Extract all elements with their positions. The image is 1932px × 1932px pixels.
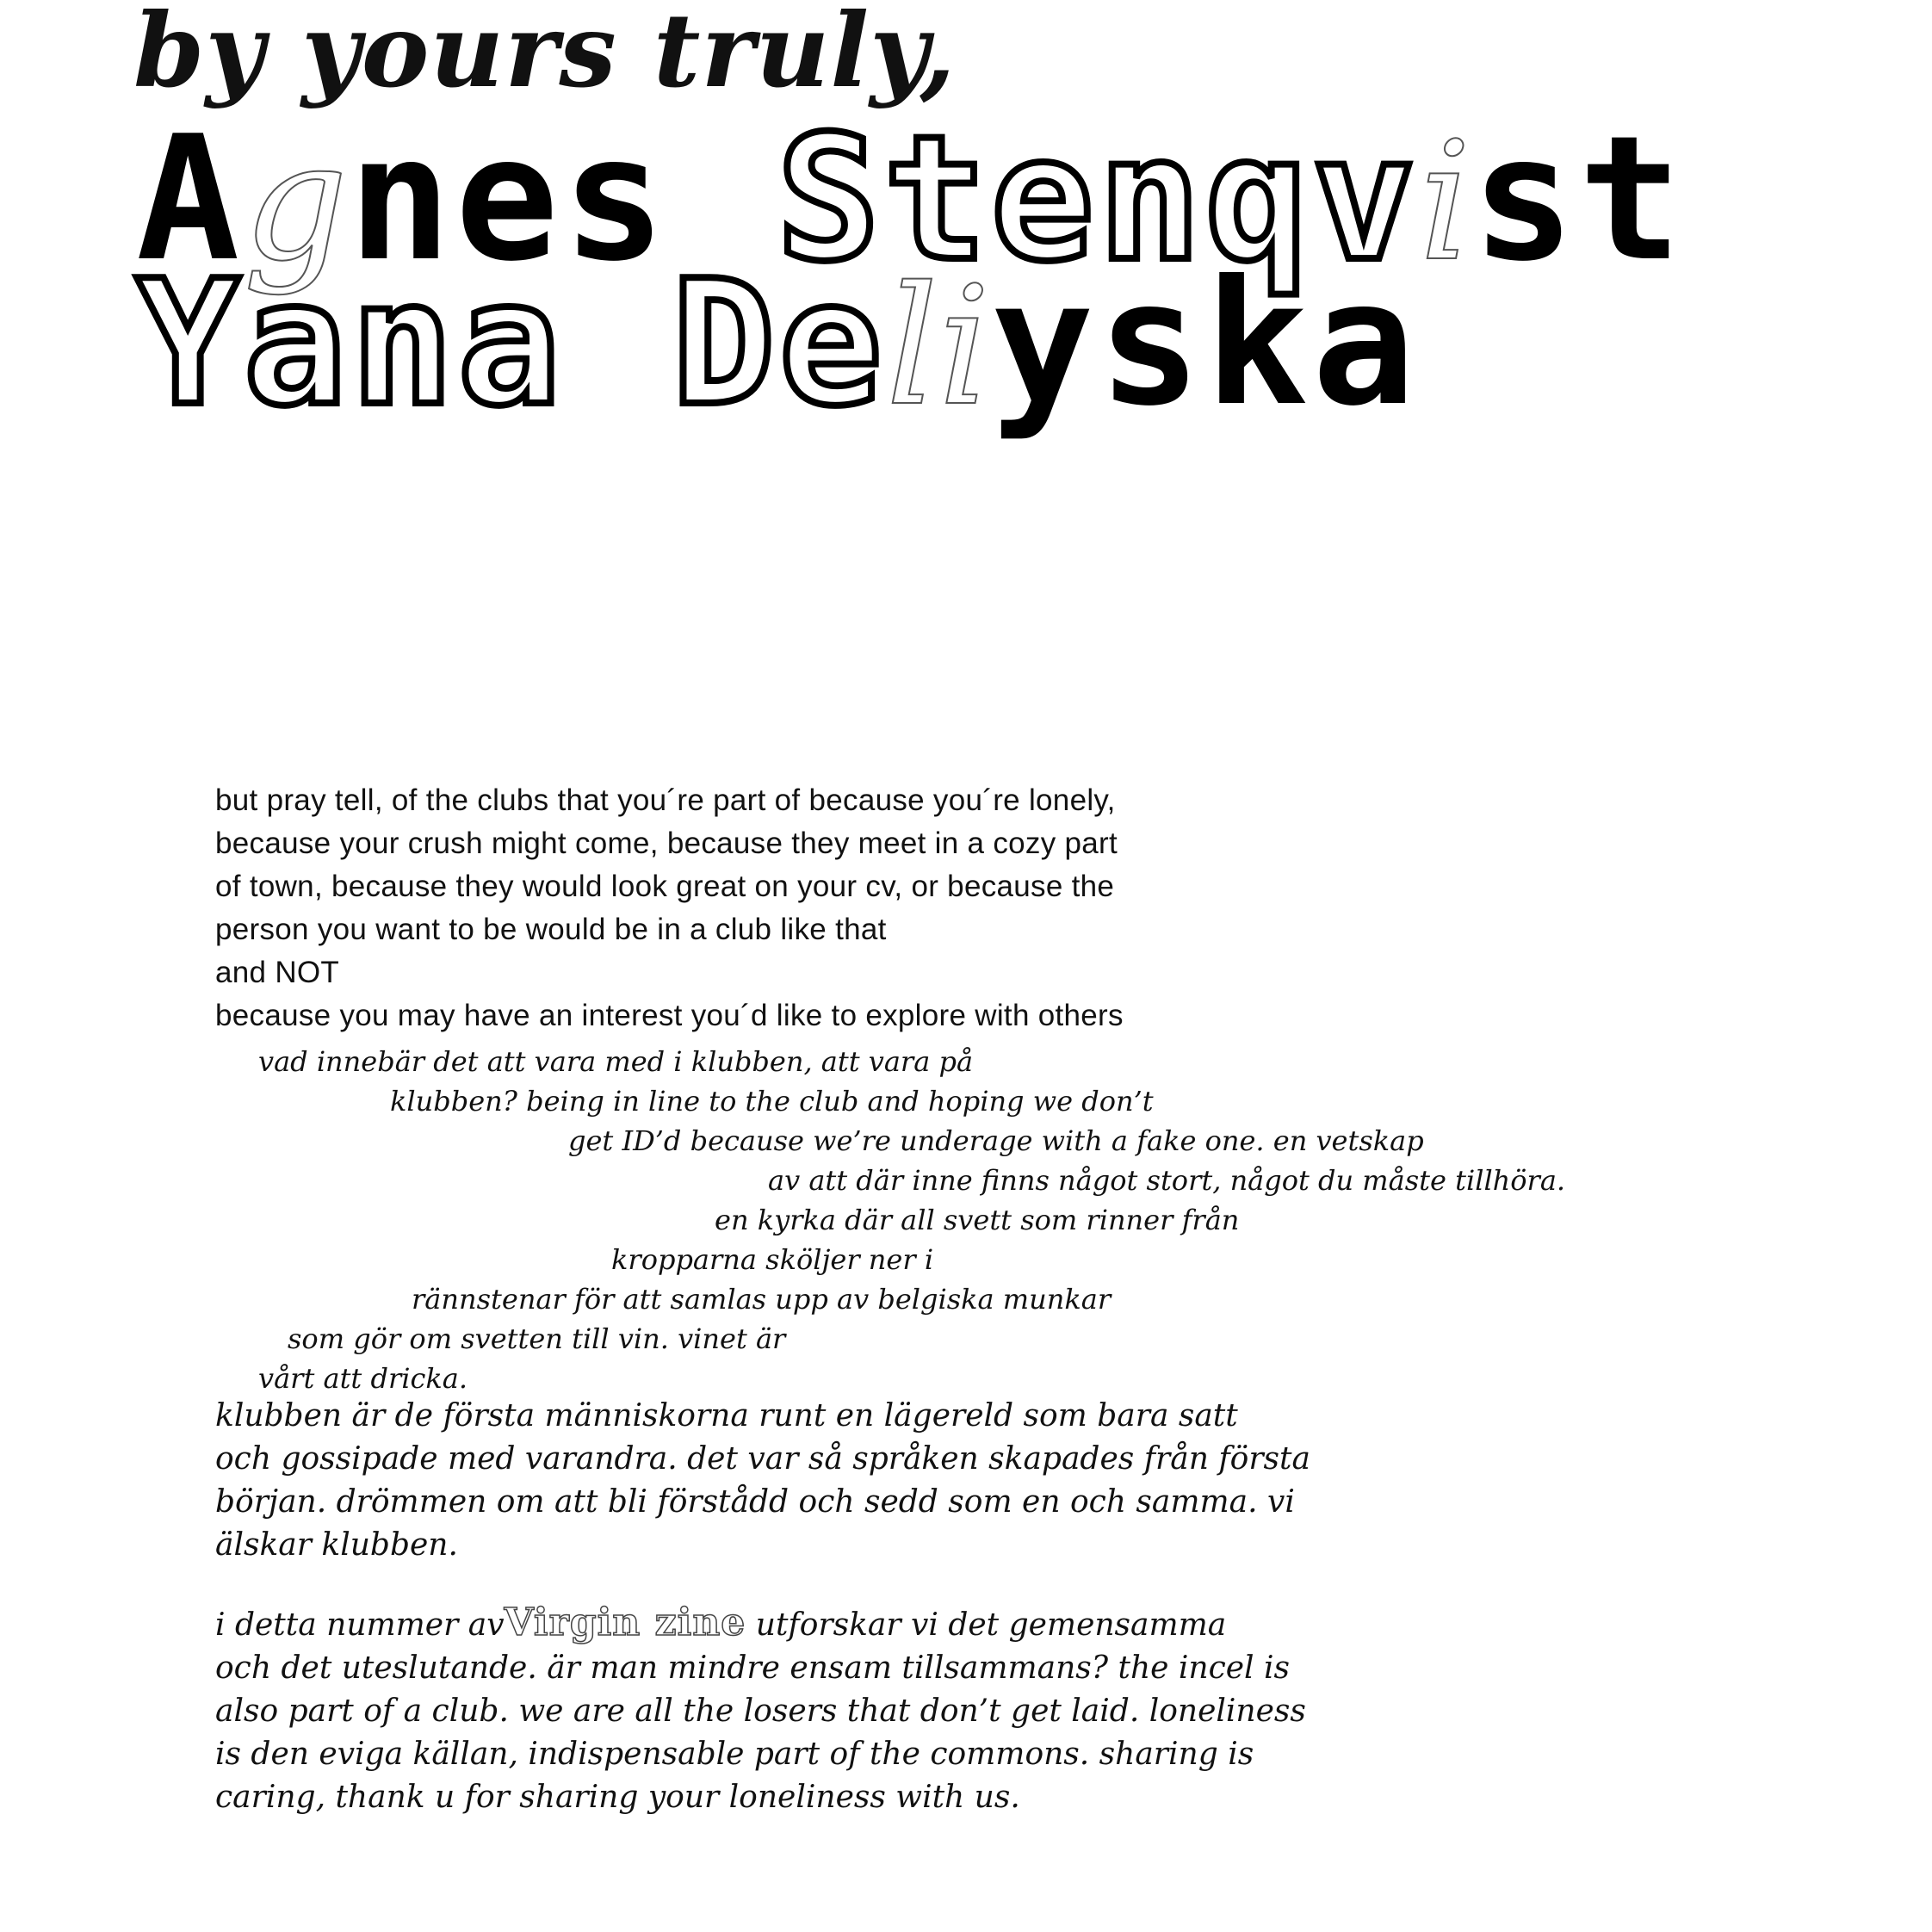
- name-letter: Y: [136, 244, 244, 444]
- paragraph-text: utforskar vi det gemensamma: [755, 1607, 1227, 1643]
- paragraph-line: klubben är de första människorna runt en lägereld som bara satt: [215, 1398, 1238, 1434]
- intro-line: because your crush might come, because they meet in a cozy part: [215, 827, 1118, 860]
- paragraph-line: och det uteslutande. är man mindre ensam tillsammans? the incel is: [215, 1650, 1290, 1686]
- paragraph-line: is den eviga källan, indispensable part of the commons. sharing is: [215, 1737, 1254, 1772]
- paragraph-line: [215, 1601, 1306, 1647]
- name-segment: yska: [990, 244, 1420, 444]
- intro-line: because you may have an interest you´d like to explore with others: [215, 999, 1124, 1032]
- paragraph-line: also part of a club. we are all the losers that don’t get laid. loneliness: [215, 1694, 1306, 1729]
- intro-line: of town, because they would look great on your cv, or because the: [215, 870, 1115, 903]
- author-name-2: [136, 244, 1420, 444]
- intro-text: [215, 779, 1124, 1037]
- poem-line: get ID’d because we’re underage with a fake one. en vetskap: [568, 1124, 1424, 1157]
- poem-line: vad innebär det att vara med i klubben, att vara på: [258, 1045, 974, 1078]
- name-segment: De: [672, 244, 886, 444]
- virgin-zine-logo: Virgin zine: [504, 1601, 746, 1644]
- intro-line: person you want to be would be in a club like that: [215, 913, 887, 946]
- paragraph-text: i detta nummer av: [215, 1607, 505, 1643]
- signoff-heading: by yours truly,: [133, 0, 957, 110]
- script-letter: li: [885, 251, 991, 442]
- poem-line: kropparna sköljer ner i: [611, 1243, 934, 1276]
- poem-line: som gör om svetten till vin. vinet är: [288, 1322, 786, 1355]
- name-segment: st: [1471, 99, 1686, 300]
- paragraph-line: och gossipade med varandra. det var så språken skapades från första: [215, 1441, 1310, 1477]
- poem-line: en kyrka där all svett som rinner från: [715, 1204, 1240, 1236]
- paragraph-line: älskar klubben.: [215, 1527, 458, 1563]
- paragraph-issue: [215, 1601, 1306, 1819]
- script-letter: i: [1419, 107, 1471, 297]
- script-letter: g: [243, 107, 349, 297]
- name-segment: ana: [243, 244, 565, 444]
- paragraph-line: början. drömmen om att bli förstådd och sedd som en och samma. vi: [215, 1484, 1295, 1520]
- poem-line: vårt att dricka.: [258, 1362, 468, 1395]
- poem-line: klubben? being in line to the club and hoping we don’t: [390, 1085, 1154, 1118]
- paragraph-club: [215, 1395, 1310, 1567]
- intro-line: and NOT: [215, 956, 340, 989]
- name-letter: A: [136, 99, 244, 300]
- poem-line: rännstenar för att samlas upp av belgiska munkar: [412, 1283, 1112, 1316]
- name-segment: nes: [348, 99, 670, 300]
- name-segment: Stenqv: [776, 99, 1420, 300]
- poem-line: av att där inne finns något stort, något du måste tillhöra.: [768, 1164, 1566, 1197]
- intro-line: but pray tell, of the clubs that you´re part of because you´re lonely,: [215, 783, 1116, 817]
- paragraph-line: caring, thank u for sharing your loneliness with us.: [215, 1780, 1020, 1815]
